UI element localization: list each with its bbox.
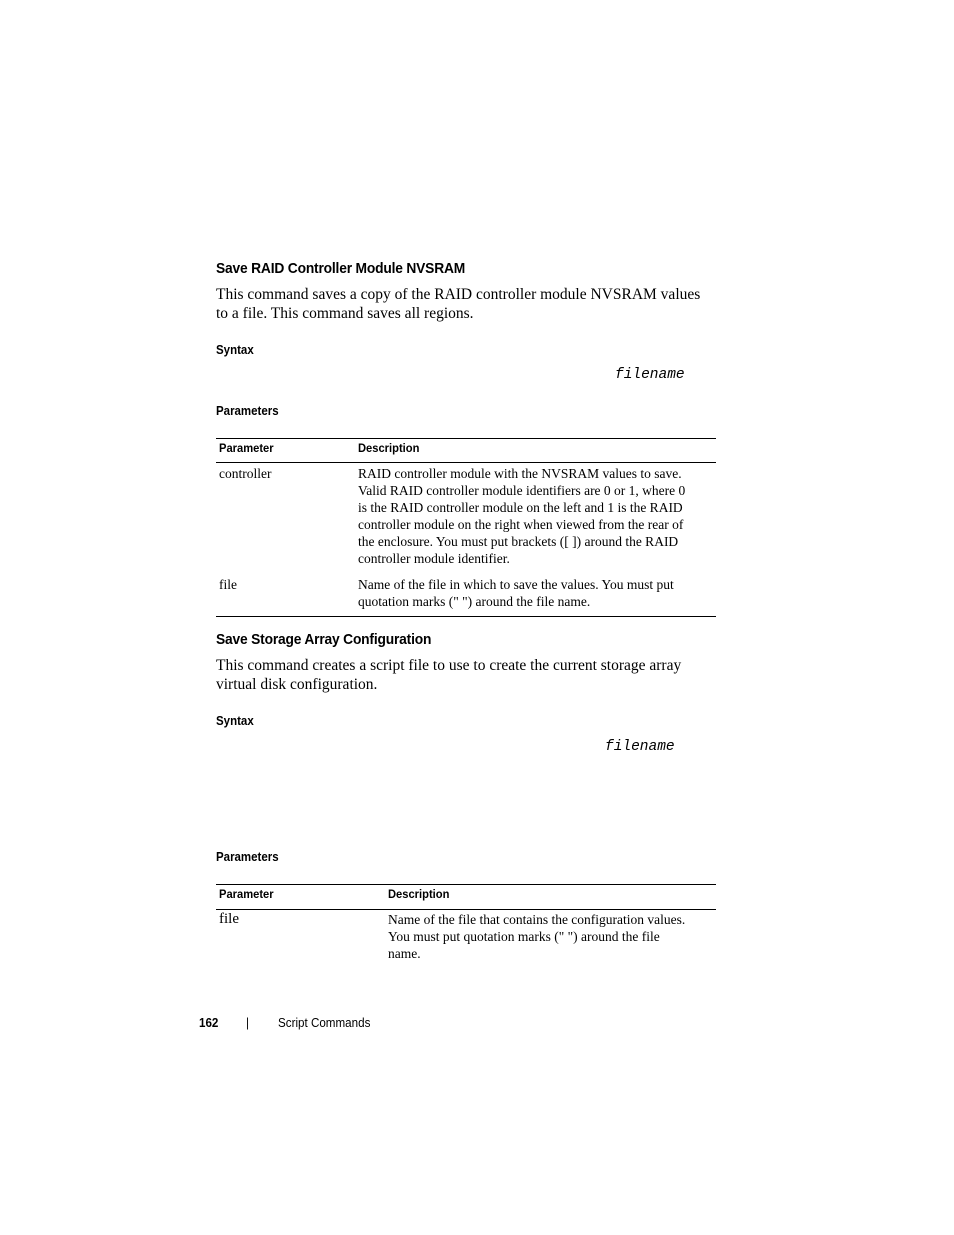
syntax-heading: Syntax: [216, 343, 254, 357]
desc-line: controller module on the right when viewed from the rear of: [358, 517, 684, 532]
intro-line: This command saves a copy of the RAID controller module NVSRAM values: [216, 286, 701, 303]
section-intro-storage-array: [216, 656, 681, 694]
parameters-heading: Parameters: [216, 850, 279, 864]
table-top-rule: [216, 884, 716, 885]
footer-section-title: Script Commands: [278, 1016, 371, 1030]
section-heading-storage-array: Save Storage Array Configuration: [216, 631, 432, 648]
desc-line: the enclosure. You must put brackets ([ ]) around the RAID: [358, 534, 679, 549]
intro-line: This command creates a script file to use to create the current storage array: [216, 657, 682, 674]
table-header-rule: [216, 462, 716, 463]
table-top-rule: [216, 438, 716, 439]
table-cell-parameter: file: [219, 911, 239, 927]
desc-line: Name of the file that contains the configuration values.: [388, 912, 686, 927]
page-number: 162: [199, 1016, 219, 1030]
table-header-rule: [216, 909, 716, 910]
desc-line: is the RAID controller module on the left and 1 is the RAID: [358, 500, 683, 515]
desc-line: quotation marks (" ") around the file name.: [358, 594, 591, 609]
table-header-parameter: Parameter: [219, 441, 274, 455]
desc-line: Valid RAID controller module identifiers are 0 or 1, where 0: [358, 483, 686, 498]
parameters-heading: Parameters: [216, 404, 279, 418]
footer-separator: |: [246, 1016, 250, 1030]
syntax-argument: filename: [615, 367, 685, 383]
desc-line: name.: [388, 946, 421, 961]
table-header-description: Description: [388, 887, 450, 901]
section-heading-nvsram: Save RAID Controller Module NVSRAM: [216, 260, 466, 277]
intro-line: virtual disk configuration.: [216, 676, 378, 693]
desc-line: RAID controller module with the NVSRAM values to save.: [358, 466, 682, 481]
table-cell-parameter: controller: [219, 466, 272, 481]
table-bottom-rule: [216, 616, 716, 617]
table-header-parameter: Parameter: [219, 887, 274, 901]
section-intro-nvsram: [216, 285, 700, 323]
desc-line: You must put quotation marks (" ") around the file: [388, 929, 660, 944]
desc-line: Name of the file in which to save the values. You must put: [358, 577, 674, 592]
syntax-heading: Syntax: [216, 714, 254, 728]
table-cell-description: [388, 911, 713, 962]
table-cell-description: [358, 576, 713, 610]
intro-line: to a file. This command saves all regions.: [216, 305, 474, 322]
table-cell-description: [358, 465, 713, 567]
syntax-argument: filename: [605, 739, 675, 755]
desc-line: controller module identifier.: [358, 551, 510, 566]
table-cell-parameter: file: [219, 577, 237, 592]
table-header-description: Description: [358, 441, 420, 455]
